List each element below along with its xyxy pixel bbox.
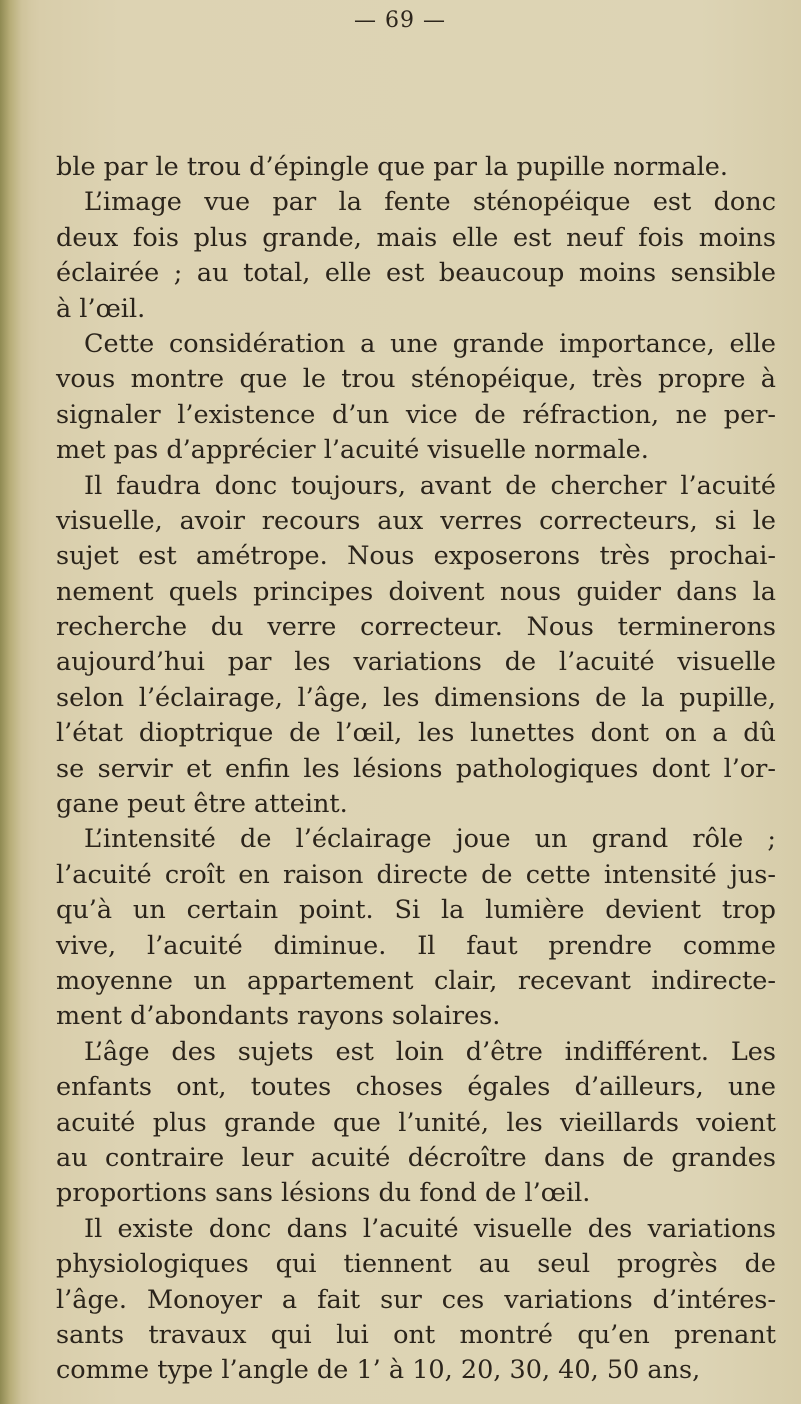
text-line: signaler l’existence d’un vice de réfraction, ne per- <box>56 399 776 430</box>
text-line: proportions sans lésions du fond de l’œil. <box>56 1178 591 1209</box>
text-line: comme type l’angle de 1’ à 10, 20, 30, 40, 50 ans, <box>56 1355 701 1386</box>
text-line: met pas d’apprécier l’acuité visuelle normale. <box>56 435 649 466</box>
text-line: l’état dioptrique de l’œil, les lunettes dont on a dû <box>56 718 776 749</box>
body-text <box>56 150 776 1389</box>
text-line: gane peut être atteint. <box>56 789 348 820</box>
text-line: nement quels principes doivent nous guider dans la <box>56 576 776 607</box>
text-line: vive, l’acuité diminue. Il faut prendre comme <box>56 930 776 961</box>
text-line: Il existe donc dans l’acuité visuelle des variations <box>84 1213 776 1244</box>
text-line: selon l’éclairage, l’âge, les dimensions de la pupille, <box>56 682 776 713</box>
text-line: sants travaux qui lui ont montré qu’en prenant <box>56 1319 776 1350</box>
text-line: se servir et enfin les lésions pathologiques dont l’or- <box>56 753 776 784</box>
text-line: à l’œil. <box>56 293 146 324</box>
text-line: deux fois plus grande, mais elle est neuf fois moins <box>56 222 776 253</box>
text-line: l’acuité croît en raison directe de cette intensité jus- <box>56 859 776 890</box>
page-spine-shadow <box>0 0 30 1404</box>
text-line: ment d’abondants rayons solaires. <box>56 1001 501 1032</box>
text-line: Cette considération a une grande importance, elle <box>84 328 776 359</box>
text-line: vous montre que le trou sténopéique, très propre à <box>56 364 776 395</box>
text-line: aujourd’hui par les variations de l’acuité visuelle <box>56 647 776 678</box>
text-line: sujet est amétrope. Nous exposerons très prochai- <box>56 541 776 572</box>
text-line: L’intensité de l’éclairage joue un grand rôle ; <box>84 824 776 855</box>
text-line: au contraire leur acuité décroître dans de grandes <box>56 1142 776 1173</box>
text-line: L’âge des sujets est loin d’être indifférent. Les <box>84 1036 776 1067</box>
page-number: — 69 — <box>354 8 446 33</box>
text-line: physiologiques qui tiennent au seul progrès de <box>56 1249 776 1280</box>
text-line: recherche du verre correcteur. Nous terminerons <box>56 612 776 643</box>
text-line: Il faudra donc toujours, avant de chercher l’acuité <box>84 470 776 501</box>
text-line: acuité plus grande que l’unité, les vieillards voient <box>56 1107 776 1138</box>
text-line: L’image vue par la fente sténopéique est donc <box>84 187 776 218</box>
text-line: ble par le trou d’épingle que par la pupille normale. <box>56 152 728 182</box>
text-line: visuelle, avoir recours aux verres correcteurs, si le <box>56 505 776 536</box>
text-line: l’âge. Monoyer a fait sur ces variations d’intéres- <box>56 1284 776 1315</box>
text-line: moyenne un appartement clair, recevant indirecte- <box>56 965 776 996</box>
text-line: qu’à un certain point. Si la lumière devient trop <box>56 895 776 926</box>
text-line: éclairée ; au total, elle est beaucoup moins sensible <box>56 258 776 289</box>
text-line: enfants ont, toutes choses égales d’ailleurs, une <box>56 1072 776 1103</box>
